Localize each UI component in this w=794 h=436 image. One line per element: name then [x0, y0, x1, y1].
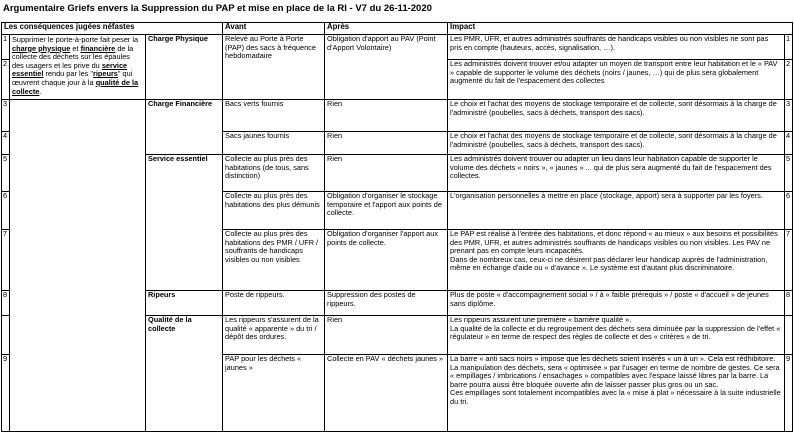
- avant-cell: Collecte au plus près des habitations (de tous, sans distinction): [223, 155, 325, 192]
- impact-cell: Les PMR, UFR, et autres administrés souffrants de handicaps visibles ou non visibles ne sont pas pris en compte (hauteurs, accès, signalisation, …).: [448, 35, 785, 60]
- apres-cell: Rien: [325, 155, 448, 192]
- row-number: 8: [2, 291, 10, 316]
- table-header-row: [2, 23, 793, 35]
- document-title: Argumentaire Griefs envers la Suppression du PAP et mise en place de la RI - V7 du 26-11-2020: [3, 3, 432, 14]
- keyword-qualite-collecte: qualité de la collecte: [12, 77, 139, 96]
- impact-cell: Les rippeurs assurent une première « barrière qualité ». La qualité de la collecte et du regroupement des déchets sera diminuée par la suppression de l'effet « régulateur » en terme de respect des règles de collecte et des « critères » de tri.: [448, 316, 785, 355]
- table-row: [2, 100, 793, 132]
- grievance-table: [1, 22, 793, 432]
- row-number: 3: [2, 100, 10, 132]
- keyword-service-essentiel: service essentiel: [12, 60, 128, 79]
- row-number-right: 9: [785, 355, 793, 432]
- avant-cell: Sacs jaunes fournis: [223, 132, 325, 155]
- apres-cell: Collecte en PAV « déchets jaunes »: [325, 355, 448, 432]
- row-number-right-empty: [785, 316, 793, 355]
- row-number-right: 5: [785, 155, 793, 192]
- row-number-empty: [2, 316, 10, 355]
- row-number-right: 2: [785, 60, 793, 100]
- row-number-right: 6: [785, 192, 793, 230]
- row-number-right: 8: [785, 291, 793, 316]
- row-number-right: 4: [785, 132, 793, 155]
- apres-cell: Rien: [325, 316, 448, 355]
- header-apres: Après: [325, 23, 448, 35]
- table-row: [2, 35, 793, 60]
- impact-cell: Les administrés doivent trouver et/ou adapter un moyen de transport entre leur habitation et le « PAV » capable de supporter le volume des déchets (noirs / jaunes, …) qui de plus sera globalement augmenté du fait de l'espacement des collectes: [448, 60, 785, 100]
- impact-cell: La barre « anti sacs noirs » impose que les déchets soient insérés « un à un ». Cela est rédhibitoire. La manipulation des déchets, sera « optimisée » par l'usager en terme de nombre de gestes. Ce sera « empillages / imbrications / ensachages » compatibles avec l'espace laissé libres par la barre. La barre pourra aussi être bloquée ouverte afin de laisser passer plus gros ou un sac. Ces empillages sont totalement incompatibles avec la « mise à plat » nécessaire à la suite industrielle du tri.: [448, 355, 785, 432]
- impact-cell: Plus de poste « d'accompagnement social » / à « faible prérequis » / poste « d'accueil » de jeunes sans diplôme.: [448, 291, 785, 316]
- impact-cell: L'organisation personnelles à mettre en place (stockage, apport) sera à supporter par les foyers.: [448, 192, 785, 230]
- impact-cell: Le PAP est réalisé à l'entrée des habitations, et donc répond « au mieux » aux besoins et possibilités des PMR, UFR, et autres administrés souffrants de handicaps visibles ou non visibles. Les PAV ne prenant pas en compte leurs incapacités. Dans de nombreux cas, ceux-ci ne désirent pas déclarer leur handicap auprès de l'administration, même en échange d'aide ou « d'avance ». Le système est d'autant plus discriminatoire.: [448, 230, 785, 291]
- consequence-cell-continued: [10, 100, 146, 432]
- avant-cell: Relevé au Porte à Porte (PAP) des sacs à fréquence hebdomadaire: [223, 35, 325, 100]
- row-number: 6: [2, 192, 10, 230]
- keyword-financiere: financière: [80, 43, 116, 53]
- apres-cell: Rien: [325, 100, 448, 132]
- keyword-ripeurs: ripeurs: [93, 69, 118, 79]
- impact-cell: Le choix et l'achat des moyens de stockage temporaire et de collecte, sont désormais à la charge de l'administré (poubelles, sacs à déchets, transport des sacs).: [448, 132, 785, 155]
- apres-cell: Suppression des postes de rippeurs.: [325, 291, 448, 316]
- row-number: 7: [2, 230, 10, 291]
- impact-cell: Les administrés doivent trouver ou adapter un lieu dans leur habitation capable de supporter le volume des déchets « noirs », « jaunes » ... qui de plus sera augmenté du fait de l'espacement des collectes.: [448, 155, 785, 192]
- header-consequences: Les conséquences jugées néfastes: [2, 23, 223, 35]
- category-charge-physique: Charge Physique: [146, 35, 223, 100]
- header-avant: Avant: [223, 23, 325, 35]
- avant-cell: Les rippeurs s'assurent de la qualité « apparente » du tri / dépôt des ordures.: [223, 316, 325, 355]
- row-number: 5: [2, 155, 10, 192]
- row-number: 1: [2, 35, 10, 60]
- consequence-cell: Supprimer le porte-à-porte fait peser la charge physique et financière de la collecte des déchets sur les épaules des usagers et les prive du service essentiel rendu par les "ripeurs" qui œuvrent chaque jour à la qualité de la collecte.: [10, 35, 146, 100]
- avant-cell: Collecte au plus près des habitations des PMR / UFR / souffrants de handicaps visibles ou non visibles: [223, 230, 325, 291]
- impact-cell: Le choix et l'achat des moyens de stockage temporaire et de collecte, sont désormais à la charge de l'administré (poubelles, sacs à déchets, transport des sacs).: [448, 100, 785, 132]
- header-impact: Impact: [448, 23, 793, 35]
- category-ripeurs: Ripeurs: [146, 291, 223, 316]
- avant-cell: PAP pour les déchets « jaunes »: [223, 355, 325, 432]
- row-number: 4: [2, 132, 10, 155]
- category-charge-financiere: Charge Financière: [146, 100, 223, 155]
- avant-cell: Bacs verts fournis: [223, 100, 325, 132]
- avant-cell: Collecte au plus près des habitations des plus démunis: [223, 192, 325, 230]
- avant-cell: Poste de rippeurs.: [223, 291, 325, 316]
- apres-cell: Obligation d'organiser le stockage temporaire et l'apport aux points de collecte.: [325, 192, 448, 230]
- row-number-right: 3: [785, 100, 793, 132]
- category-service-essentiel: Service essentiel: [146, 155, 223, 291]
- apres-cell: Obligation d'organiser l'apport aux points de collecte.: [325, 230, 448, 291]
- apres-cell: Rien: [325, 132, 448, 155]
- apres-cell: Obligation d'apport au PAV (Point d'Apport Volontaire): [325, 35, 448, 100]
- row-number-right: 7: [785, 230, 793, 291]
- row-number-right: 1: [785, 35, 793, 60]
- row-number: 2: [2, 60, 10, 100]
- row-number: 9: [2, 355, 10, 432]
- keyword-charge-physique: charge physique: [12, 43, 71, 53]
- category-qualite-collecte: Qualité de la collecte: [146, 316, 223, 432]
